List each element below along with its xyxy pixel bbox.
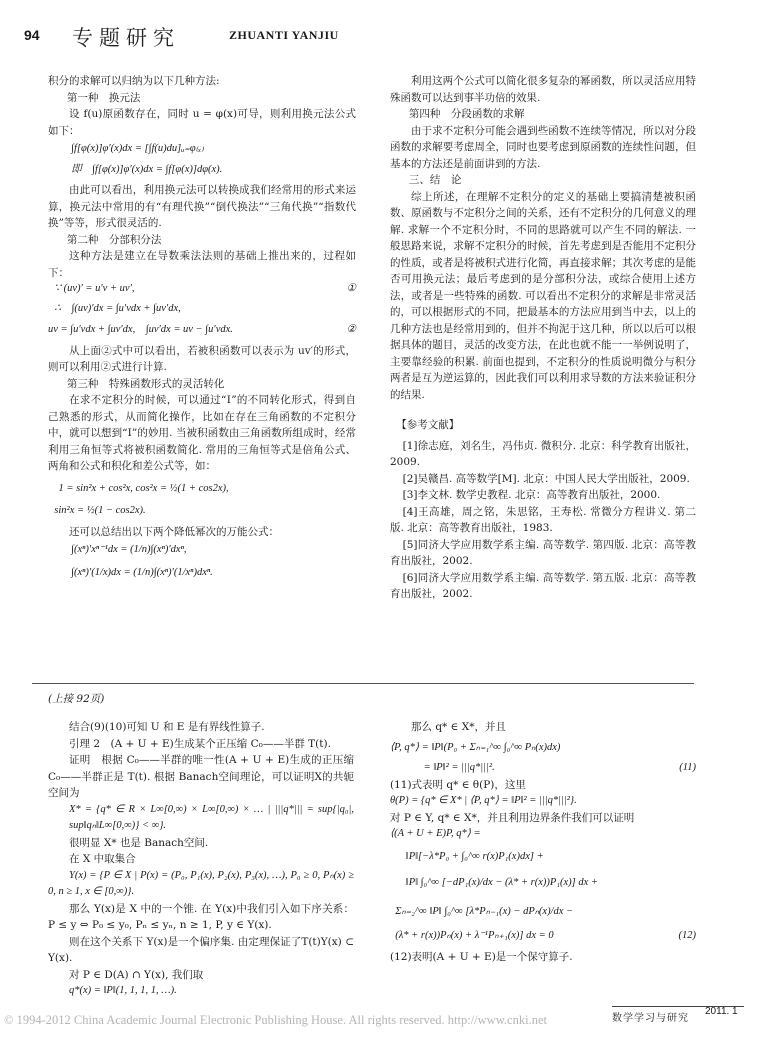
reference-item: [6]同济大学应用数学系主编. 高等数学. 第五版. 北京：高等教育出版社，2002.: [390, 571, 696, 600]
formula: (λ* + r(x))Pₙ(x) + λ⁻¹Pₙ₊₁(x)] dx = 0: [395, 930, 554, 941]
formula: 即 ∫f[φ(x)]φ′(x)dx = ∫f[φ(x)]dφ(x).: [71, 163, 223, 175]
conclusion-heading: 三、结 论: [408, 174, 462, 186]
paragraph: 利用这两个公式可以简化很多复杂的幂函数，所以灵活应用特殊函数可以达到事半功倍的效果.: [390, 75, 696, 104]
paragraph: 在求不定积分的时候，可以通过“Ⅰ”的不同转化形式，得到自己熟悉的形式，从而简化操作，比如在存在三角函数的不定积分中，就可以想到“Ⅰ”的妙用. 当被积函数由三角函数所组成时，经常利用三角恒等式将被积函数简化. 常用的三角恒等式是倍角公式、两角和公式和积化和差公式等，如：: [48, 394, 356, 472]
section-divider: [32, 683, 694, 684]
reference-item: [3]李文林. 数学史教程. 北京：高等教育出版社，2000.: [402, 489, 661, 501]
paragraph: 还可以总结出以下两个降低幂次的万能公式：: [69, 525, 279, 538]
equation-number: (11): [679, 762, 696, 773]
journal-name: 数学学习与研究: [612, 1013, 689, 1024]
equation-number: (12): [678, 930, 696, 941]
formula-text: Y(x) = {P ∈ X | P(x) = (P₀, P₁(x), P₂(x), P₃(x), …), P₀ ≥ 0, Pₙ(x) ≥ 0, n ≥ 1, x ∈ [0,∞)}.: [48, 869, 354, 897]
formula: = ‖P‖² = |||q*|||².: [423, 762, 495, 773]
page-header: [24, 22, 739, 52]
formula-row: [48, 322, 356, 339]
formula: ⟨(A + U + E)P, q*⟩ =: [390, 828, 481, 839]
paragraph: 那么 q* ∈ X*，并且: [411, 721, 506, 733]
paragraph: 则在这个关系下 Y(x)是一个偏序集. 由定理保证了T(t)Y(x) ⊂ Y(x).: [48, 935, 354, 964]
proof: 证明 根据 C₀——半群的唯一性(A + U + E)生成的正压缩 C₀——半群正是 T(t). 根据 Banach空间理论，可以证明X的共轭空间为: [48, 754, 354, 799]
paragraph: 从上面②式中可以看出，若被积函数可以表示为 uv′的形式，则可以利用②式进行计算.: [48, 344, 356, 373]
references-heading: 【参考文献】: [396, 419, 460, 431]
formula: ∫(xⁿ)′(1/x)dx = (1/n)∫(xⁿ)′(1/xⁿ)dxⁿ.: [71, 566, 213, 578]
paragraph: 这种方法是建立在导数乘法法则的基础上推出来的，过程如下：: [48, 250, 356, 279]
formula: 1 = sin²x + cos²x, cos²x = ½(1 + cos2x),: [58, 482, 229, 494]
formula-row: [48, 281, 356, 298]
paragraph: 对 P ∈ D(A) ∩ Y(x), 我们取: [69, 968, 204, 981]
reference-item: [1]徐志庭，刘名生，冯伟贞. 微积分. 北京：科学教育出版社，2009.: [390, 439, 696, 468]
paragraph: (11)式表明 q* ∈ θ(P)，这里: [390, 778, 526, 791]
paragraph: 结合(9)(10)可知 U 和 E 是有界线性算子.: [69, 721, 265, 733]
right-column-top: [390, 73, 696, 603]
issue-date: 2011. 1: [705, 1006, 738, 1017]
right-column-bottom: [390, 719, 696, 965]
formula-row: [390, 760, 696, 777]
method-heading: 第二种 分部积分法: [66, 233, 162, 246]
paragraph: 积分的求解可以归纳为以下几种方法:: [48, 75, 220, 87]
method-heading: 第一种 换元法: [66, 91, 141, 104]
continuation-note: (上接 92页): [48, 693, 105, 705]
formula: θ(P) = {q* ∈ X* | ⟨P, q*⟩ = ‖P‖² = |||q*|||²}.: [390, 795, 577, 806]
left-column-bottom: [48, 719, 354, 1000]
formula: ∫(xⁿ)′xⁿ⁻¹dx = (1/n)∫(xⁿ)′dxⁿ,: [71, 544, 187, 555]
reference-item: [5]同济大学应用数学系主编. 高等数学. 第四版. 北京：高等教育出版社，2002.: [390, 538, 696, 567]
method-heading: 第三种 特殊函数形式的灵活转化: [66, 377, 225, 390]
reference-item: [4]王高雄，周之铭，朱思铭，王寿松. 常微分方程讲义. 第二版. 北京：高等教育出版社，1983.: [390, 505, 696, 534]
formula: ∵ (uv)′ = u′v + uv′,: [54, 283, 135, 294]
formula: uv = ∫u′vdx + ∫uv′dx, ∫uv′dx = uv − ∫u′vdx.: [48, 324, 233, 335]
paragraph: 由于求不定积分可能会遇到些函数不连续等情况，所以对分段函数的求解要考虑周全，同时也要考虑到原函数的连续性问题，但基本的方法还是前面讲到的方法.: [390, 124, 696, 170]
formula: ‖P‖ ∫₀^∞ [−dP₁(x)/dx − (λ* + r(x))P₁(x)] dx +: [405, 877, 598, 888]
formula: X* = {q* ∈ R × L∞[0,∞) × L∞[0,∞) × … | |||q*||| = sup{|q₀|, sup‖qₙ‖L∞[0,∞)} < ∞}.: [69, 803, 354, 831]
reference-item: [2]吴赣昌. 高等数学[M]. 北京：中国人民大学出版社，2009.: [402, 472, 690, 485]
formula: Σₙ₌₂^∞ ‖P‖ ∫₀^∞ [λ*Pₙ₋₁(x) − dPₙ(x)/dx −: [395, 905, 574, 917]
formula: q*(x) = ‖P‖(1, 1, 1, 1, …).: [69, 985, 177, 996]
left-column-top: [48, 73, 356, 581]
equation-number: ①: [346, 283, 356, 294]
section-pinyin: ZHUANTI YANJIU: [229, 28, 339, 42]
method-heading: 第四种 分段函数的求解: [408, 108, 525, 120]
paragraph: 很明显 X* 也是 Banach空间.: [69, 836, 209, 849]
lemma: 引理 2 (A + U + E)生成某个正压缩 C₀——半群 T(t).: [69, 737, 331, 750]
formula-row: [390, 928, 696, 945]
equation-number: ②: [346, 324, 356, 335]
paragraph: 设 f(u)原函数存在，同时 u = φ(x)可导，则利用换元法公式如下：: [48, 108, 356, 137]
formula: ∫f[φ(x)]φ′(x)dx = [∫f(u)du]ᵤ₌φ₍ₓ₎: [71, 143, 204, 154]
paragraph: 由此可以看出，利用换元法可以转换成我们经常用的形式来运算，换元法中常用的有“有理代换”“倒代换法”“三角代换”“指数代换”等等，形式很灵活的.: [48, 184, 356, 229]
formula: ⟨P, q*⟩ = ‖P‖(P₀ + Σₙ₌₁^∞ ∫₀^∞ Pₙ(x)dx): [390, 741, 561, 753]
paragraph: (12)表明(A + U + E)是一个保守算子.: [390, 950, 573, 963]
formula: ∴ ∫(uv)′dx = ∫u′vdx + ∫uv′dx,: [54, 302, 181, 314]
paragraph: 综上所述，在理解不定积分的定义的基础上要搞清楚被积函数、原函数与不定积分之间的关系，还有不定积分的几何意义的理解. 求解一个不定积分时，不同的思路就可以产生不同的解法. 一般思路来说，求解不定积分的时候，首先考虑到是否能用不定积分的性质，或者是将被积式进行化简，再直接求解；其次考虑的是能否可用换元法；最后考虑到的是分部积分法，或综合使用上述方法，或者是一些特殊的函数. 可以看出不定积分的求解是非常灵活的，可以根据形式的不同，把最基本的方法应用到当中去，以上的几种方法也是经常用到的，但并不拘泥于这几种，所以以后可以根据具体的题目，灵活的改变方法，在此也就不能一一举例说明了，主要靠经验的积累. 前面也提到，不定积分的性质说明微分与积分两者是互为逆运算的，因此我们可以利用求导数的方法来验证积分的结果.: [390, 190, 696, 401]
copyright-watermark: © 1994-2012 China Academic Journal Electronic Publishing House. All rights reserved. http://www.cnki.net: [4, 1013, 547, 1027]
section-title: 专题研究: [72, 26, 180, 50]
formula: ‖P‖[−λ*P₀ + ∫₀^∞ r(x)P₁(x)dx] +: [405, 850, 544, 862]
paragraph: 对 P ∈ Y, q* ∈ X*，并且利用边界条件我们可以证明: [390, 811, 635, 824]
page-number: 94: [24, 27, 40, 43]
paragraph: 那么 Y(x)是 X 中的一个锥. 在 Y(x)中我们引入如下序关系：P ≤ y ⇔ P₀ ≤ y₀, Pₙ ≤ yₙ, n ≥ 1, P, y ∈ Y(x).: [48, 902, 354, 931]
formula: sin²x = ½(1 − cos2x).: [54, 505, 146, 516]
paragraph: 在 X 中取集合: [69, 853, 136, 865]
